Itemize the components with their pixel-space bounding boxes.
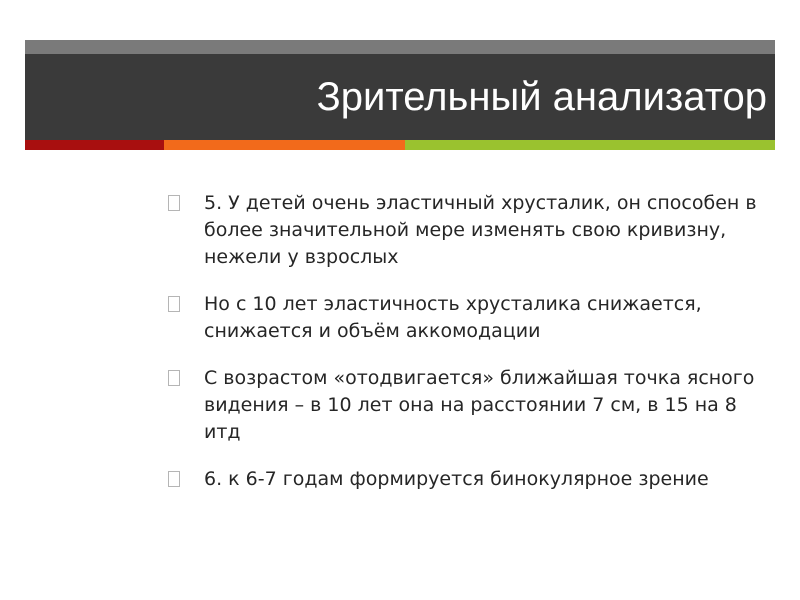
bullet-list xyxy=(168,190,768,493)
accent-stripe-green xyxy=(405,140,775,150)
slide-title: Зрительный анализатор xyxy=(316,75,767,119)
bullet-text: С возрастом «отодвигается» ближайшая точка ясного видения – в 10 лет она на расстоянии 7 см, в 15 на 8 итд xyxy=(204,367,755,443)
bullet-item-2 xyxy=(168,291,768,345)
bullet-item-1 xyxy=(168,190,768,271)
bullet-text: 5. У детей очень эластичный хрусталик, он способен в более значительной мере изменять свою кривизну, нежели у взрослых xyxy=(204,192,757,268)
bullet-text: Но с 10 лет эластичность хрусталика снижается, снижается и объём аккомодации xyxy=(204,293,702,342)
square-bullet-icon xyxy=(168,195,180,211)
accent-stripe-orange xyxy=(164,140,405,150)
bullet-item-4 xyxy=(168,466,768,493)
square-bullet-icon xyxy=(168,471,180,487)
bullet-item-3 xyxy=(168,365,768,446)
square-bullet-icon xyxy=(168,296,180,312)
accent-stripe-red xyxy=(25,140,164,150)
square-bullet-icon xyxy=(168,370,180,386)
title-bar xyxy=(25,54,775,140)
header-top-strip xyxy=(25,40,775,54)
bullet-text: 6. к 6-7 годам формируется бинокулярное зрение xyxy=(204,468,709,490)
